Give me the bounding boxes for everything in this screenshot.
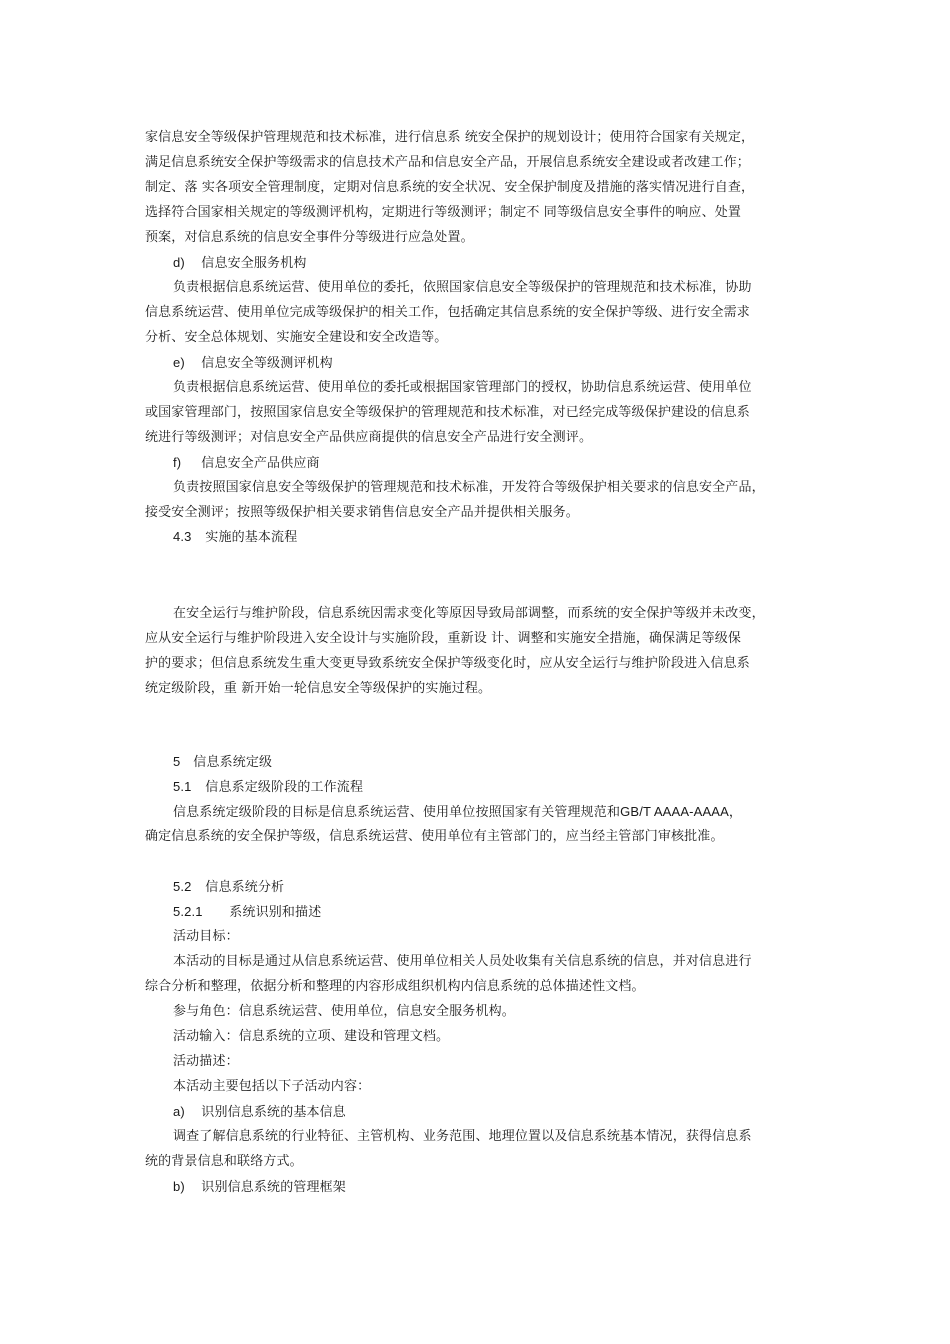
section-heading [173,528,297,547]
paragraph-line: 分析、安全总体规划、实施安全建设和安全改造等。 [145,330,448,345]
paragraph-line: 综合分析和整理，依据分析和整理的内容形成组织机构内信息系统的总体描述性文档。 [145,979,645,994]
paragraph-line: 满足信息系统安全保护等级需求的信息技术产品和信息安全产品，开展信息系统安全建设或者改建工作； [145,155,750,170]
subsection-heading [173,903,321,922]
list-item-heading [173,454,320,473]
paragraph-line: 负责根据信息系统运营、使用单位的委托或根据国家管理部门的授权，协助信息系统运营、使用单位 [173,380,752,395]
list-item-heading [173,354,333,373]
section-heading [173,778,363,797]
list-marker: b) [173,1179,185,1194]
label-line: 活动目标： [173,929,239,944]
chapter-heading [173,753,272,772]
section-title: 系统识别和描述 [229,905,322,920]
section-title: 实施的基本流程 [205,530,298,545]
paragraph-text: ， [728,805,743,820]
paragraph-line: 调查了解信息系统的行业特征、主管机构、业务范围、地理位置以及信息系统基本情况，获得信息系 [173,1129,752,1144]
section-title: 信息系定级阶段的工作流程 [205,780,364,795]
list-item-heading [173,1178,346,1197]
paragraph-line: 确定信息系统的安全保护等级，信息系统运营、使用单位有主管部门的，应当经主管部门审核批准。 [145,829,724,844]
list-item-title: 信息安全等级测评机构 [201,356,333,371]
list-item-heading [173,1103,346,1122]
list-item-title: 信息安全服务机构 [201,256,307,271]
paragraph-line: 统定级阶段，重 新开始一轮信息安全等级保护的实施过程。 [145,681,492,696]
label-line: 活动描述： [173,1054,239,1069]
paragraph-line: 应从安全运行与维护阶段进入安全设计与实施阶段，重新设 计、调整和实施安全措施，确保满足等级保 [145,631,742,646]
paragraph-line: 在安全运行与维护阶段，信息系统因需求变化等原因导致局部调整，而系统的安全保护等级并未改变， [173,606,765,621]
paragraph-line: 制定、落 实各项安全管理制度，定期对信息系统的安全状况、安全保护制度及措施的落实情况进行自查， [145,180,755,195]
section-title: 信息系统分析 [205,880,285,895]
section-title: 信息系统定级 [193,755,273,770]
list-marker: d) [173,255,185,270]
list-marker: f) [173,455,182,470]
paragraph-line: 本活动主要包括以下子活动内容： [173,1079,371,1094]
list-marker: e) [173,355,185,370]
list-item-title: 信息安全产品供应商 [201,456,320,471]
section-number: 4.3 [173,529,192,544]
list-item-title: 识别信息系统的管理框架 [201,1180,346,1195]
paragraph-line: 选择符合国家相关规定的等级测评机构，定期进行等级测评；制定不 同等级信息安全事件的响应、处置 [145,205,742,220]
section-number: 5.1 [173,779,192,794]
paragraph-text: 信息系统定级阶段的目标是信息系统运营、使用单位按照国家有关管理规范和 [173,805,621,820]
paragraph-line: 接受安全测评；按照等级保护相关要求销售信息安全产品并提供相关服务。 [145,505,579,520]
paragraph-line: 护的要求；但信息系统发生重大变更导致系统安全保护等级变化时，应从安全运行与维护阶段进入信息系 [145,656,750,671]
paragraph-line: 统进行等级测评；对信息安全产品供应商提供的信息安全产品进行安全测评。 [145,430,593,445]
paragraph-line: 活动输入：信息系统的立项、建设和管理文档。 [173,1029,450,1044]
paragraph-line: 统的背景信息和联络方式。 [145,1154,303,1169]
list-item-heading [173,254,307,273]
paragraph-line: 信息系统运营、使用单位完成等级保护的相关工作，包括确定其信息系统的安全保护等级、进行安全需求 [145,305,750,320]
list-item-title: 识别信息系统的基本信息 [201,1105,346,1120]
paragraph-line: 家信息安全等级保护管理规范和技术标准，进行信息系 统安全保护的规划设计；使用符合国家有关规定， [145,130,755,145]
section-number: 5.2.1 [173,904,203,919]
section-number: 5 [173,754,181,769]
paragraph-line: 预案，对信息系统的信息安全事件分等级进行应急处置。 [145,230,474,245]
paragraph-line: 负责按照国家信息安全等级保护的管理规范和技术标准，开发符合等级保护相关要求的信息安全产品， [173,480,765,495]
paragraph-line: 负责根据信息系统运营、使用单位的委托，依照国家信息安全等级保护的管理规范和技术标准，协助 [173,280,752,295]
paragraph-line [173,803,742,822]
paragraph-line: 参与角色：信息系统运营、使用单位，信息安全服务机构。 [173,1004,515,1019]
standard-reference: GB/T AAAA-AAAA [620,804,729,819]
paragraph-line: 本活动的目标是通过从信息系统运营、使用单位相关人员处收集有关信息系统的信息，并对信息进行 [173,954,752,969]
list-marker: a) [173,1104,185,1119]
section-heading [173,878,284,897]
section-number: 5.2 [173,879,192,894]
paragraph-line: 或国家管理部门，按照国家信息安全等级保护的管理规范和技术标准，对已经完成等级保护建设的信息系 [145,405,750,420]
